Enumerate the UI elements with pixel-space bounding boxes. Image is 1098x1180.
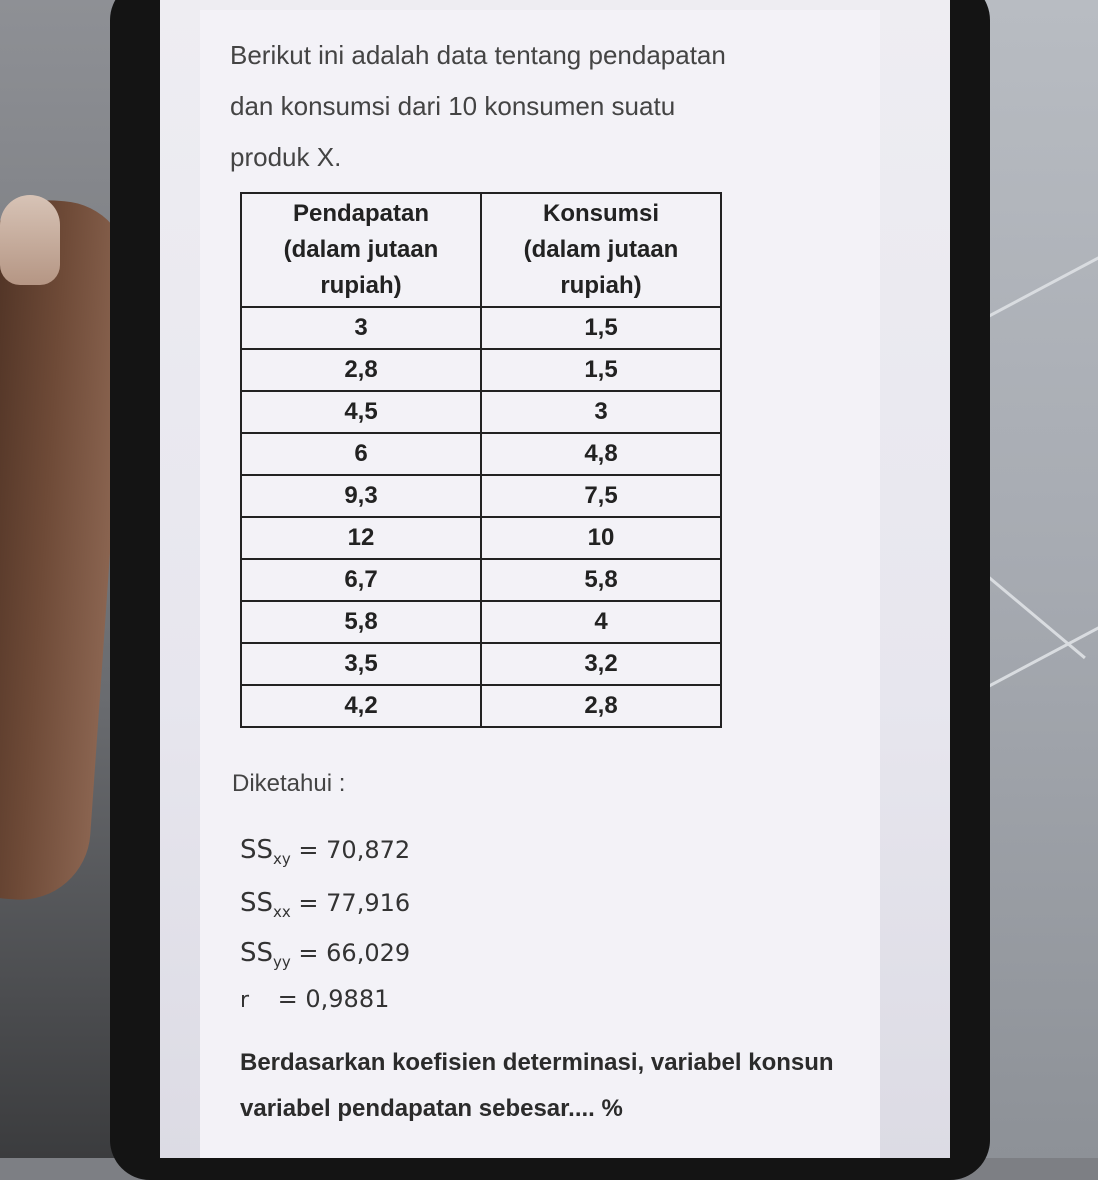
header-line: rupiah)	[560, 272, 642, 299]
header-consumption	[481, 193, 721, 307]
formula-subscript: xy	[273, 849, 291, 868]
table-row	[241, 475, 721, 517]
formula-ssyy	[240, 938, 410, 971]
formula-value: = 70,872	[298, 836, 411, 864]
consumption-cell: 1,5	[481, 307, 721, 349]
question-line: Berdasarkan koefisien determinasi, variabel konsun	[240, 1049, 834, 1076]
question-text	[240, 1040, 880, 1132]
table-row	[241, 349, 721, 391]
income-consumption-table	[240, 192, 722, 728]
consumption-cell: 4	[481, 601, 721, 643]
income-cell: 4,2	[241, 685, 481, 727]
income-cell: 3	[241, 307, 481, 349]
formula-value: = 77,916	[298, 889, 411, 917]
income-cell: 6,7	[241, 559, 481, 601]
known-label: Diketahui :	[232, 770, 346, 797]
consumption-cell: 1,5	[481, 349, 721, 391]
income-cell: 3,5	[241, 643, 481, 685]
table-row	[241, 307, 721, 349]
header-line: Pendapatan	[292, 200, 430, 227]
header-line: Konsumsi	[542, 200, 659, 227]
formula-ssxy	[240, 835, 410, 868]
formula-symbol: SS	[240, 938, 274, 968]
table-row	[241, 433, 721, 475]
table-row	[241, 601, 721, 643]
income-cell: 9,3	[241, 475, 481, 517]
intro-line: dan konsumsi dari 10 konsumen suatu	[230, 91, 676, 121]
header-line: rupiah)	[320, 272, 402, 299]
formula-symbol: SS	[240, 835, 274, 865]
consumption-cell: 3	[481, 391, 721, 433]
formula-value: = 0,9881	[277, 985, 390, 1013]
consumption-cell: 4,8	[481, 433, 721, 475]
income-cell: 2,8	[241, 349, 481, 391]
consumption-cell: 3,2	[481, 643, 721, 685]
formula-symbol: SS	[240, 888, 274, 918]
table-header-row	[241, 193, 721, 307]
table-row	[241, 685, 721, 727]
formula-subscript: yy	[273, 952, 291, 971]
consumption-cell: 7,5	[481, 475, 721, 517]
fingernail-photo-element	[0, 195, 60, 285]
header-line: (dalam jutaan	[283, 236, 439, 263]
header-income	[241, 193, 481, 307]
formula-r	[240, 985, 389, 1013]
income-cell: 4,5	[241, 391, 481, 433]
income-cell: 12	[241, 517, 481, 559]
formula-subscript: xx	[273, 902, 291, 921]
table-row	[241, 517, 721, 559]
consumption-cell: 2,8	[481, 685, 721, 727]
table-row	[241, 643, 721, 685]
formula-ssxx	[240, 888, 410, 921]
header-line: (dalam jutaan	[523, 236, 679, 263]
question-line: variabel pendapatan sebesar.... %	[240, 1095, 623, 1122]
income-cell: 6	[241, 433, 481, 475]
consumption-cell: 5,8	[481, 559, 721, 601]
intro-text	[230, 30, 850, 183]
intro-line: Berikut ini adalah data tentang pendapatan	[230, 40, 726, 70]
consumption-cell: 10	[481, 517, 721, 559]
income-cell: 5,8	[241, 601, 481, 643]
formula-value: = 66,029	[298, 939, 411, 967]
intro-line: produk X.	[230, 142, 342, 172]
formula-symbol: r	[240, 988, 250, 1013]
table-row	[241, 559, 721, 601]
table-row	[241, 391, 721, 433]
